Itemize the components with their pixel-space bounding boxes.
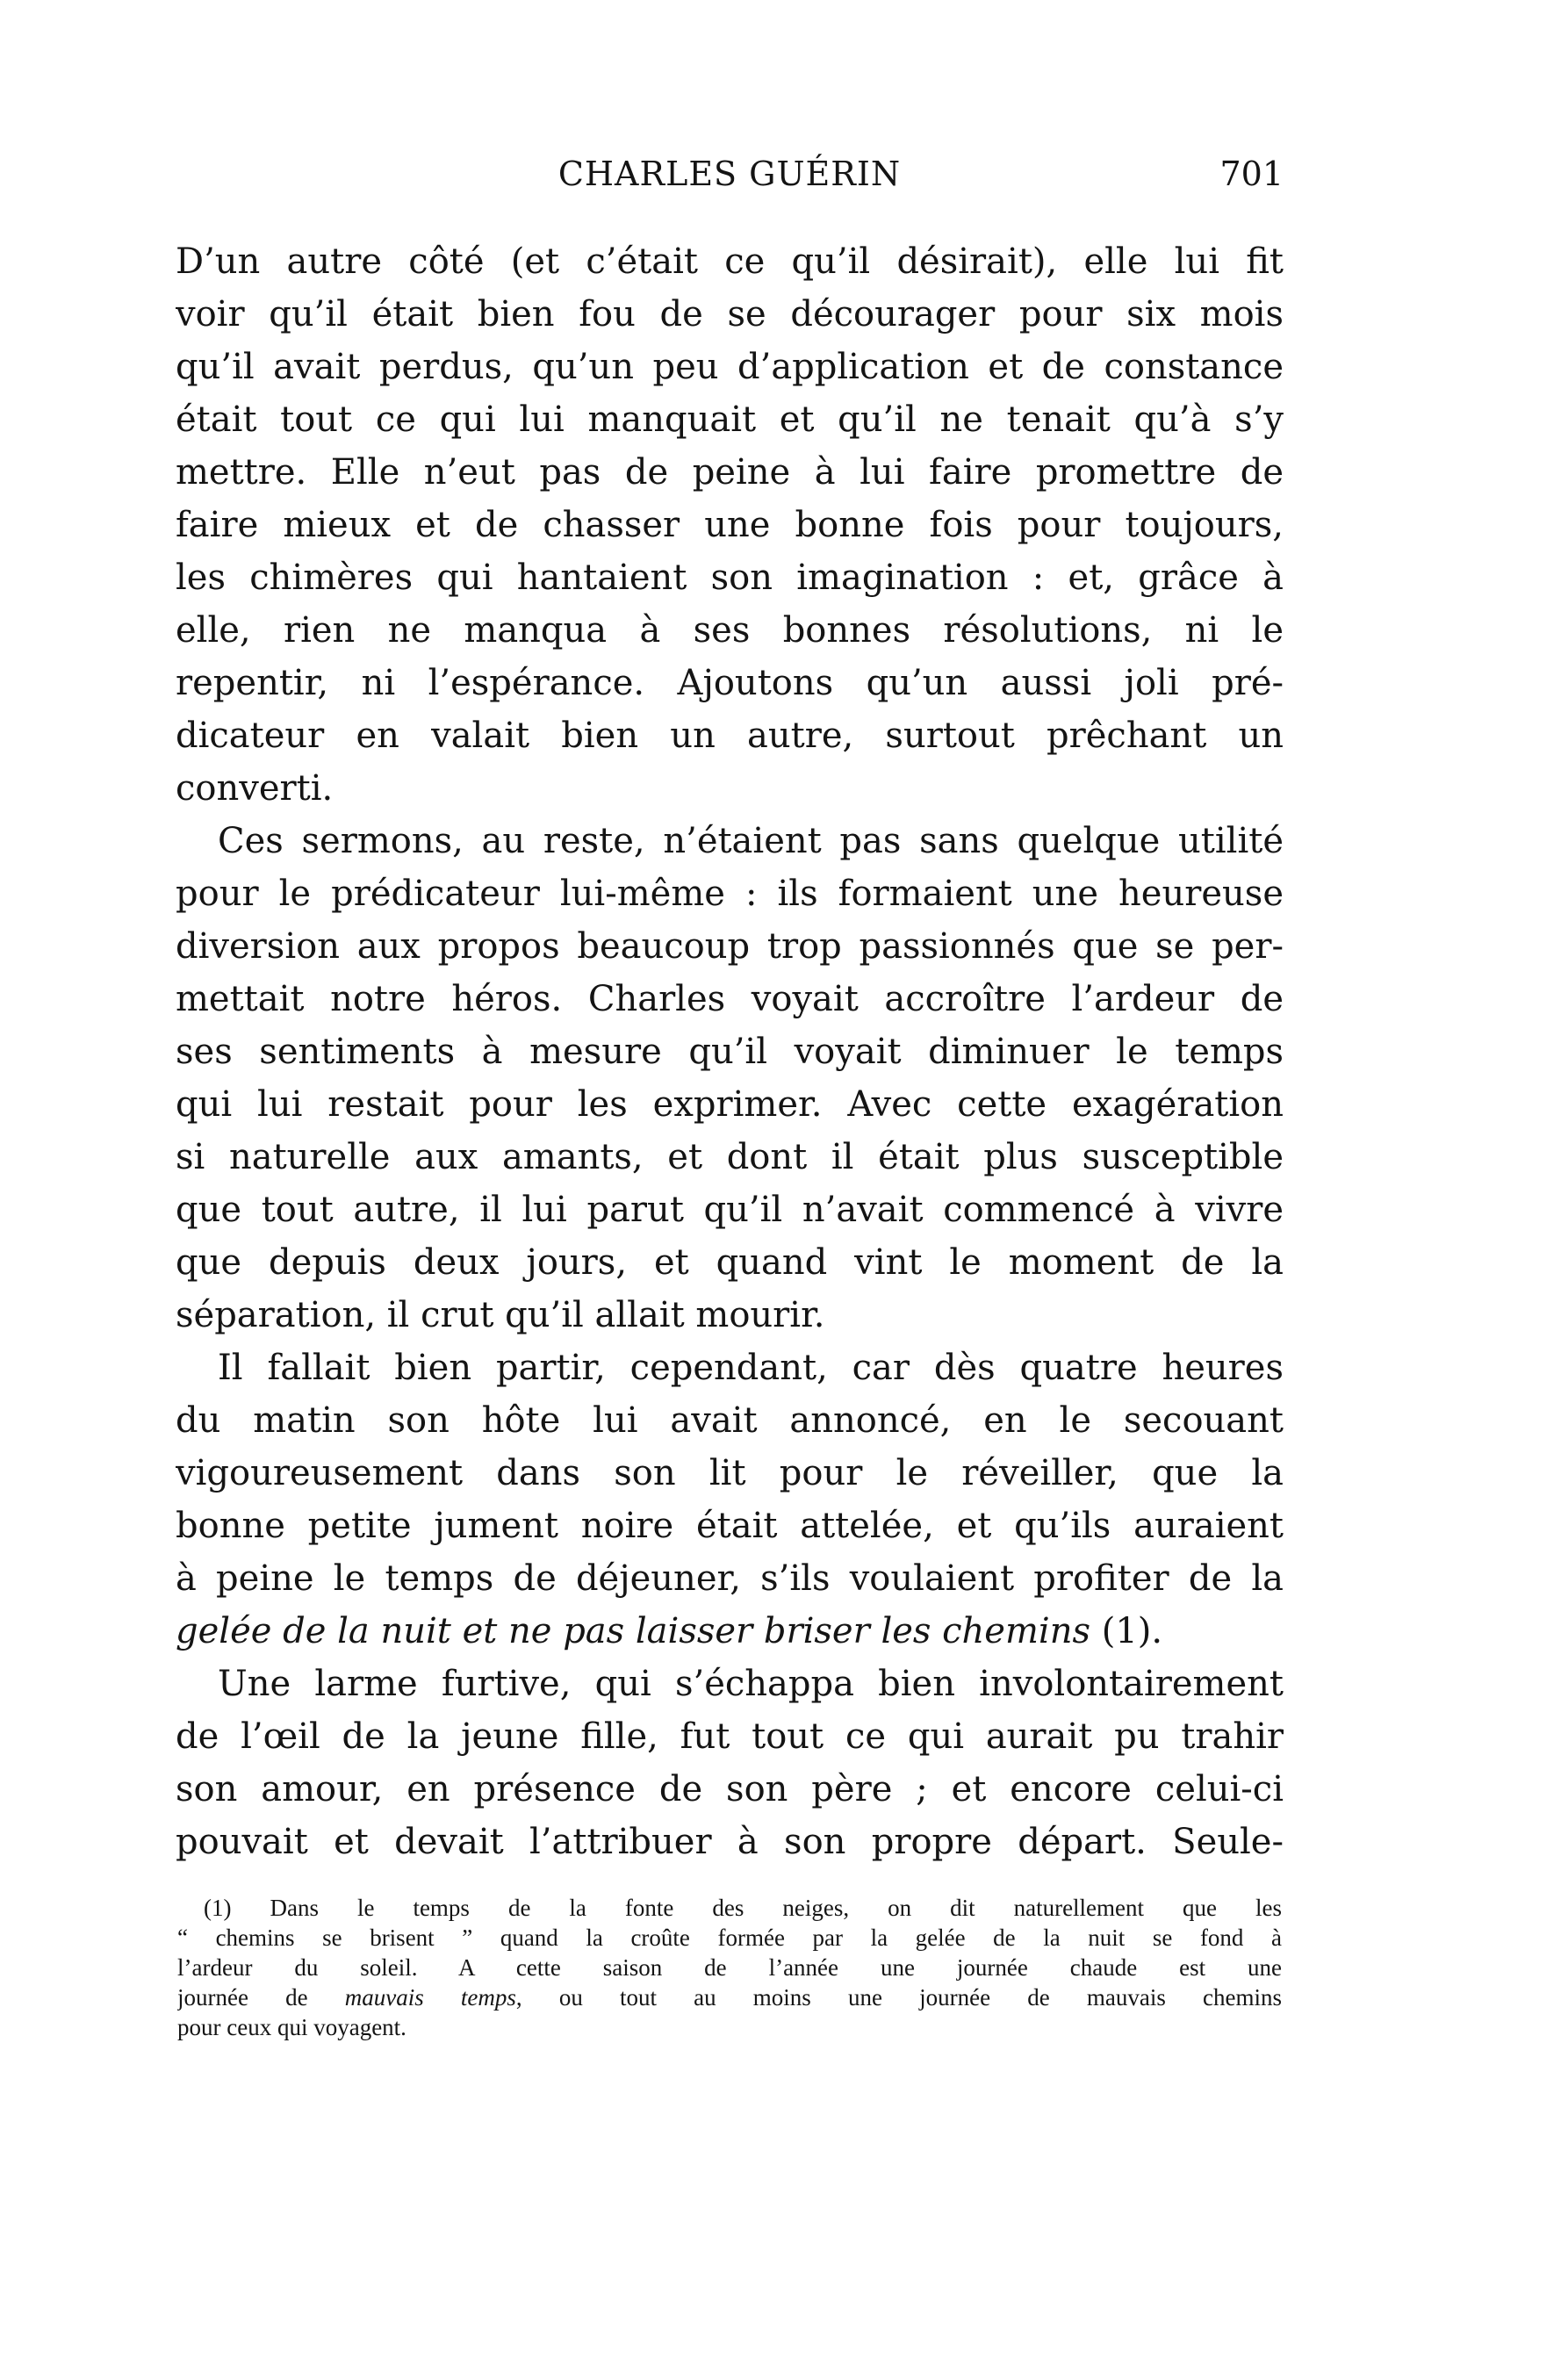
text-line: Ces sermons, au reste, n’étaient pas sans quelque utilité xyxy=(218,821,1284,861)
running-title: CHARLES GUÉRIN xyxy=(557,155,902,193)
text-line: elle, rien ne manqua à ses bonnes résolutions, ni le xyxy=(176,610,1284,651)
text-line: Une larme furtive, qui s’échappa bien involontairement xyxy=(218,1664,1284,1704)
text-line: était tout ce qui lui manquait et qu’il ne tenait qu’à s’y xyxy=(176,399,1284,440)
footnote-text: , ou tout au moins une journée de mauvais chemins xyxy=(515,1984,1282,2011)
page-header xyxy=(176,155,1284,207)
footnote xyxy=(177,1893,1282,2042)
paragraph-1 xyxy=(176,235,1284,815)
text-line: du matin son hôte lui avait annoncé, en le secouant xyxy=(176,1400,1284,1441)
footnote-reference: (1). xyxy=(1090,1611,1163,1651)
footnote-line: “ chemins se brisent ” quand la croûte formée par la gelée de la nuit se fond à xyxy=(177,1924,1282,1951)
text-line: que depuis deux jours, et quand vint le moment de la xyxy=(176,1242,1284,1283)
text-line: ses sentiments à mesure qu’il voyait diminuer le temps xyxy=(176,1032,1284,1072)
text-line: mettre. Elle n’eut pas de peine à lui faire promettre de xyxy=(176,452,1284,493)
italic-phrase: gelée de la nuit et ne pas laisser briser les chemins xyxy=(176,1611,1090,1651)
text-line: converti. xyxy=(176,768,334,809)
footnote-italic: mauvais temps xyxy=(344,1984,516,2011)
text-line: à peine le temps de déjeuner, s’ils voulaient profiter de la xyxy=(176,1558,1284,1599)
text-line: repentir, ni l’espérance. Ajoutons qu’un aussi joli pré- xyxy=(176,663,1284,703)
text-line: diversion aux propos beaucoup trop passionnés que se per- xyxy=(176,926,1284,967)
paragraph-2 xyxy=(176,815,1284,1342)
footnote-line xyxy=(177,1982,1282,2012)
text-line: son amour, en présence de son père ; et encore celui-ci xyxy=(176,1769,1284,1809)
body-text xyxy=(176,235,1284,1868)
text-line: voir qu’il était bien fou de se décourager pour six mois xyxy=(176,294,1284,335)
text-line: mettait notre héros. Charles voyait accroître l’ardeur de xyxy=(176,979,1284,1019)
text-line: dicateur en valait bien un autre, surtout prêchant un xyxy=(176,716,1284,756)
paragraph-4 xyxy=(176,1658,1284,1868)
text-line: pouvait et devait l’attribuer à son propre départ. Seule- xyxy=(176,1822,1284,1862)
footnote-line: l’ardeur du soleil. A cette saison de l’année une journée chaude est une xyxy=(177,1954,1282,1981)
text-line: pour le prédicateur lui-même : ils formaient une heureuse xyxy=(176,874,1284,914)
text-line: de l’œil de la jeune fille, fut tout ce qui aurait pu trahir xyxy=(176,1716,1284,1757)
text-line: que tout autre, il lui parut qu’il n’avait commencé à vivre xyxy=(176,1190,1284,1230)
text-line: bonne petite jument noire était attelée, et qu’ils auraient xyxy=(176,1506,1284,1546)
text-line: si naturelle aux amants, et dont il était plus susceptible xyxy=(176,1137,1284,1177)
text-line: séparation, il crut qu’il allait mourir. xyxy=(176,1295,825,1335)
text-line: qu’il avait perdus, qu’un peu d’application et de constance xyxy=(176,347,1284,387)
footnote-text: journée de xyxy=(177,1984,345,2011)
text-line: faire mieux et de chasser une bonne fois pour toujours, xyxy=(176,505,1284,545)
footnote-line: (1) Dans le temps de la fonte des neiges, on dit naturellement que les xyxy=(204,1895,1282,1921)
paragraph-3 xyxy=(176,1342,1284,1658)
text-line: qui lui restait pour les exprimer. Avec cette exagération xyxy=(176,1084,1284,1125)
text-line: D’un autre côté (et c’était ce qu’il désirait), elle lui fit xyxy=(176,241,1284,282)
footnote-line: pour ceux qui voyagent. xyxy=(177,2014,406,2040)
page-number: 701 xyxy=(1219,155,1284,193)
text-line: vigoureusement dans son lit pour le réveiller, que la xyxy=(176,1453,1284,1493)
text-line xyxy=(176,1605,1284,1658)
text-line: les chimères qui hantaient son imagination : et, grâce à xyxy=(176,558,1284,598)
text-line: Il fallait bien partir, cependant, car dès quatre heures xyxy=(218,1348,1284,1388)
